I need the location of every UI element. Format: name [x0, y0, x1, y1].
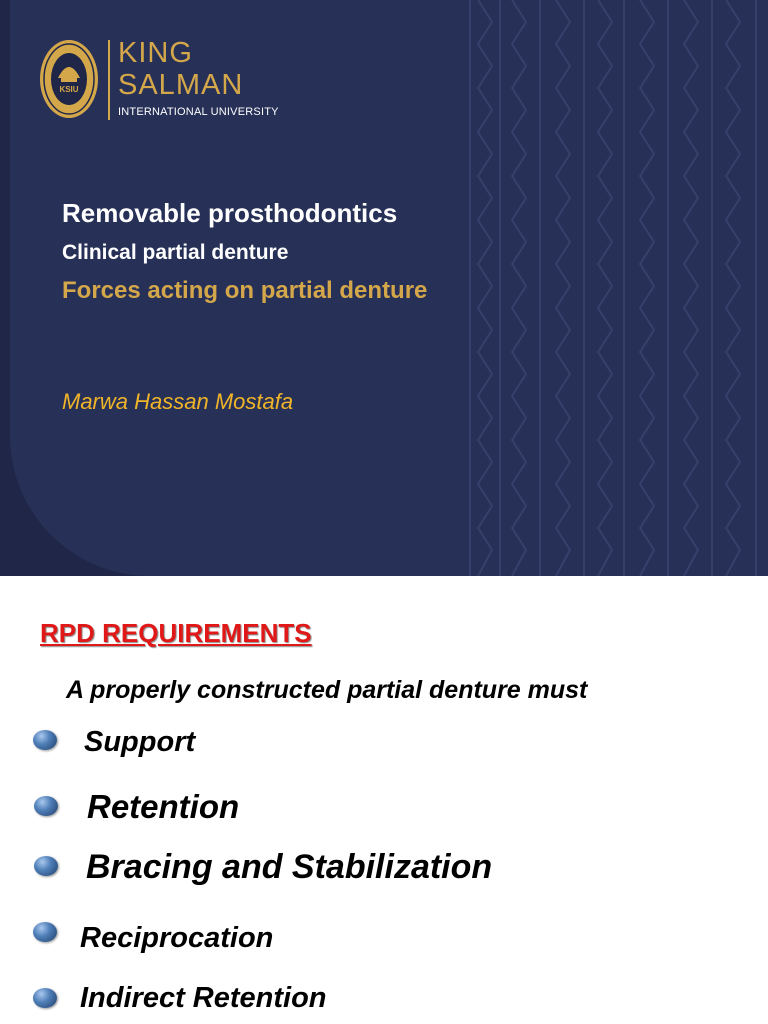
- presentation-subtitle: Clinical partial denture: [62, 241, 289, 264]
- bullet-dot-icon: [33, 730, 57, 750]
- bullet-dot-icon: [34, 856, 58, 876]
- list-item-label: Reciprocation: [80, 922, 274, 954]
- list-item-label: Retention: [87, 788, 240, 825]
- logo-divider: [108, 40, 110, 120]
- requirements-heading: RPD REQUIREMENTS: [40, 618, 312, 648]
- logo-salman-text: SALMAN: [118, 69, 244, 101]
- list-item: [0, 922, 768, 962]
- university-seal-icon: [38, 38, 100, 120]
- list-item-label: Indirect Retention: [80, 982, 327, 1014]
- presentation-topic: Forces acting on partial denture: [62, 277, 428, 304]
- bullet-dot-icon: [34, 796, 58, 816]
- university-logo: [38, 37, 279, 124]
- presentation-author: Marwa Hassan Mostafa: [62, 389, 294, 414]
- bullet-dot-icon: [33, 988, 57, 1008]
- logo-subline: INTERNATIONAL UNIVERSITY: [118, 106, 279, 118]
- list-item: [0, 726, 768, 766]
- list-item: [0, 982, 768, 1022]
- seal-text: KSIU: [59, 85, 79, 94]
- requirements-slide: [0, 576, 768, 1024]
- bullet-dot-icon: [33, 922, 57, 942]
- list-item-label: Support: [84, 726, 196, 758]
- logo-king-text: KING: [118, 37, 193, 69]
- list-item: [0, 848, 768, 888]
- requirements-intro: A properly constructed partial denture must: [66, 676, 588, 704]
- presentation-title: Removable prosthodontics: [62, 198, 398, 228]
- list-item: [0, 788, 768, 828]
- list-item-label: Bracing and Stabilization: [86, 848, 493, 886]
